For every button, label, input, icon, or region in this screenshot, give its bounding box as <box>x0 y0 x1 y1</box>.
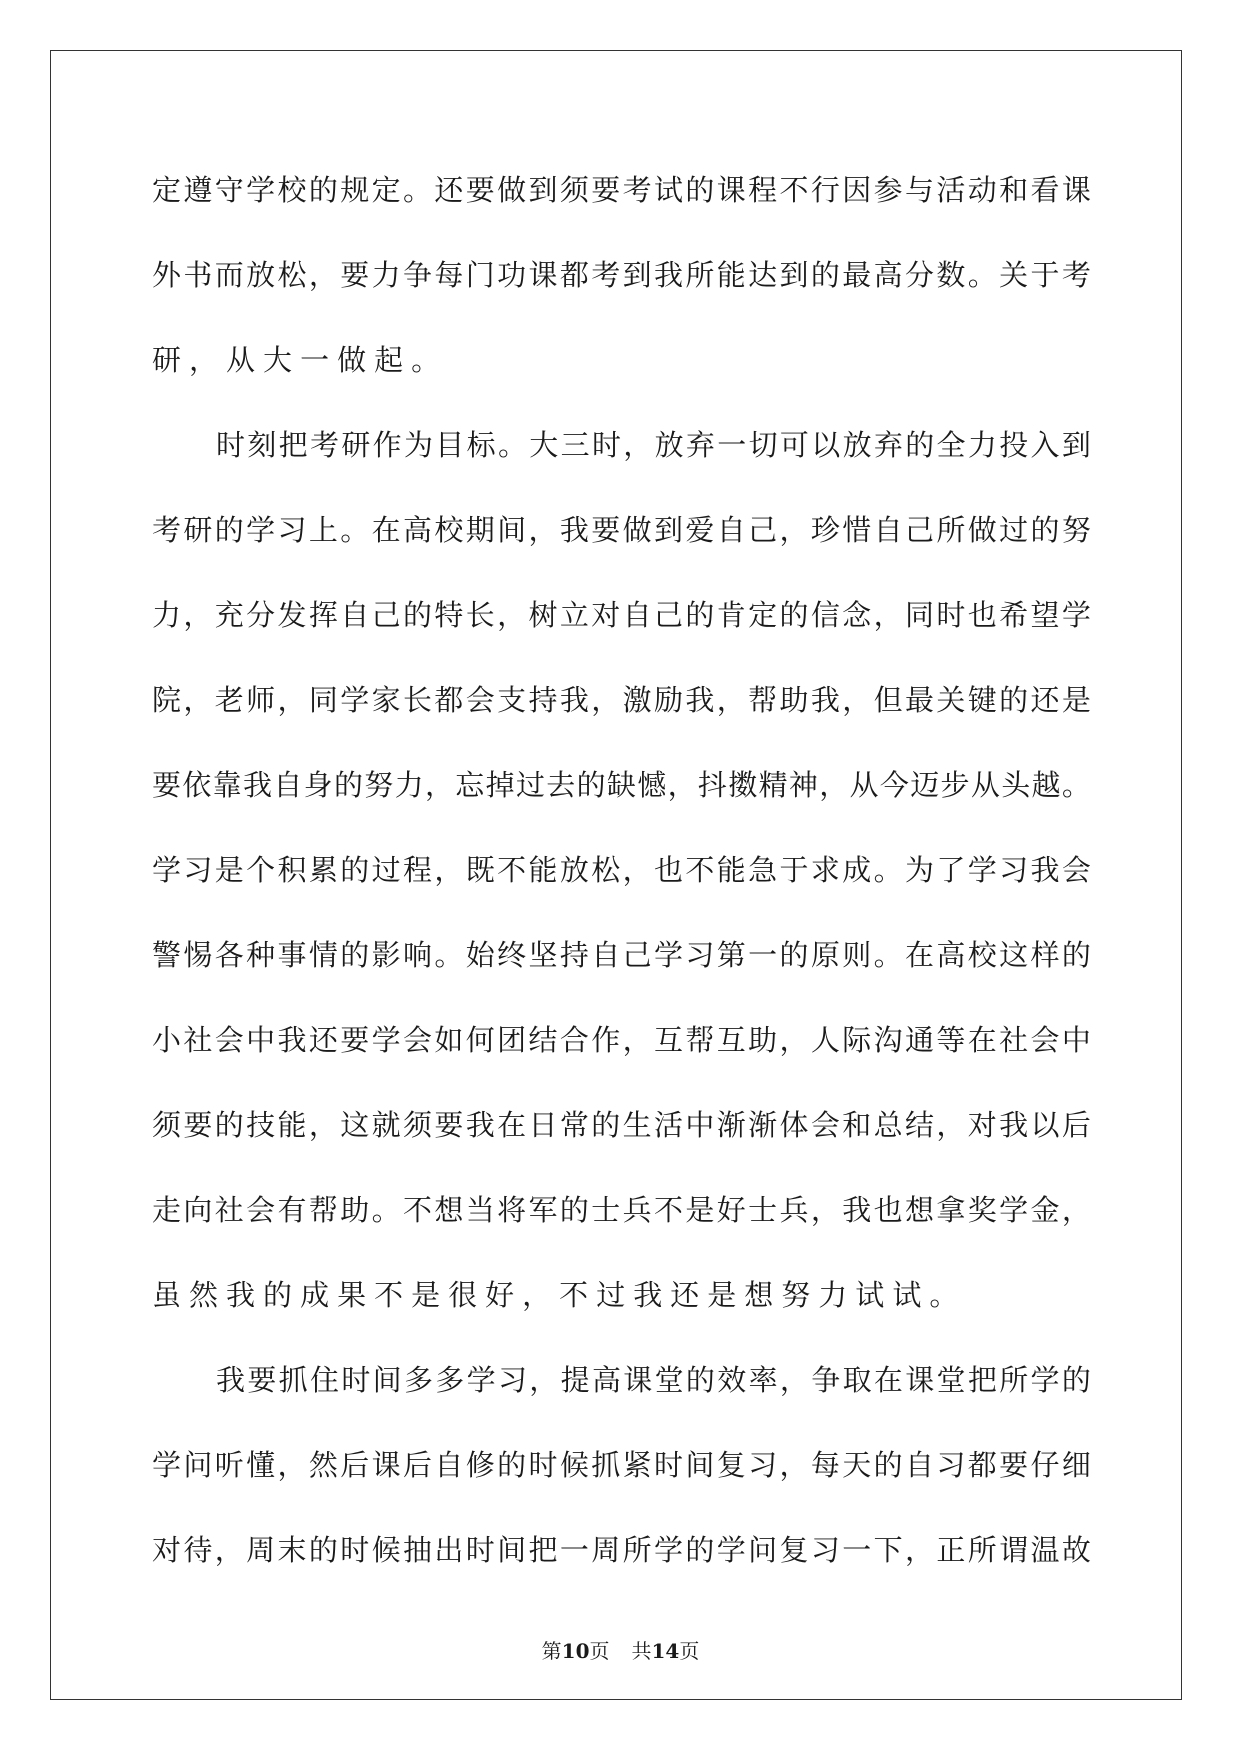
page-current-number: 10 <box>561 1639 590 1663</box>
text-line: 要 依 靠 我 自 身 的 努 力 ， 忘 掉 过 去 的 缺 憾 ， 抖 擞 精 神 ， 从 今 迈 步 从 头 越 。 <box>152 768 1092 802</box>
text-line: 学 习 是 个 积 累 的 过 程 ， 既 不 能 放 松 ， 也 不 能 急 于 求 成 。 为 了 学 习 我 会 <box>152 853 1092 887</box>
text-line: 外 书 而 放 松 ， 要 力 争 每 门 功 课 都 考 到 我 所 能 达 到 的 最 高 分 数 。 关 于 考 <box>152 258 1092 292</box>
page-prefix: 第 <box>541 1639 562 1663</box>
text-line: 对 待 ， 周 末 的 时 候 抽 出 时 间 把 一 周 所 学 的 学 问 复 习 一 下 ， 正 所 谓 温 故 <box>152 1533 1092 1567</box>
total-suffix: 页 <box>679 1639 700 1663</box>
total-prefix: 共 <box>631 1639 652 1663</box>
page-total-number: 14 <box>651 1639 680 1663</box>
text-line: 须 要 的 技 能 ， 这 就 须 要 我 在 日 常 的 生 活 中 渐 渐 体 会 和 总 结 ， 对 我 以 后 <box>152 1108 1092 1142</box>
text-line: 院 ， 老 师 ， 同 学 家 长 都 会 支 持 我 ， 激 励 我 ， 帮 助 我 ， 但 最 关 键 的 还 是 <box>152 683 1092 717</box>
text-line: 警 惕 各 种 事 情 的 影 响 。 始 终 坚 持 自 己 学 习 第 一 的 原 则 。 在 高 校 这 样 的 <box>152 938 1092 972</box>
document-body <box>152 160 1092 1605</box>
text-line: 研 ， 从 大 一 做 起 。 <box>152 343 442 377</box>
text-line: 考 研 的 学 习 上 。 在 高 校 期 间 ， 我 要 做 到 爱 自 己 ， 珍 惜 自 己 所 做 过 的 努 <box>152 513 1092 547</box>
page-footer <box>0 1636 1241 1666</box>
text-line: 定 遵 守 学 校 的 规 定 。 还 要 做 到 须 要 考 试 的 课 程 不 行 因 参 与 活 动 和 看 课 <box>152 173 1092 207</box>
text-line: 虽 然 我 的 成 果 不 是 很 好 ， 不 过 我 还 是 想 努 力 试 试 。 <box>152 1278 960 1312</box>
text-line: 走 向 社 会 有 帮 助 。 不 想 当 将 军 的 士 兵 不 是 好 士 兵 ， 我 也 想 拿 奖 学 金 ， <box>152 1193 1092 1227</box>
page-suffix: 页 <box>589 1639 610 1663</box>
text-line: 学 问 听 懂 ， 然 后 课 后 自 修 的 时 候 抓 紧 时 间 复 习 ， 每 天 的 自 习 都 要 仔 细 <box>152 1448 1092 1482</box>
text-line: 小 社 会 中 我 还 要 学 会 如 何 团 结 合 作 ， 互 帮 互 助 ， 人 际 沟 通 等 在 社 会 中 <box>152 1023 1092 1057</box>
text-line: 力 ， 充 分 发 挥 自 己 的 特 长 ， 树 立 对 自 己 的 肯 定 的 信 念 ， 同 时 也 希 望 学 <box>152 598 1092 632</box>
text-line: 我 要 抓 住 时 间 多 多 学 习 ， 提 高 课 堂 的 效 率 ， 争 取 在 课 堂 把 所 学 的 <box>216 1363 1092 1397</box>
text-line: 时 刻 把 考 研 作 为 目 标 。 大 三 时 ， 放 弃 一 切 可 以 放 弃 的 全 力 投 入 到 <box>216 428 1092 462</box>
